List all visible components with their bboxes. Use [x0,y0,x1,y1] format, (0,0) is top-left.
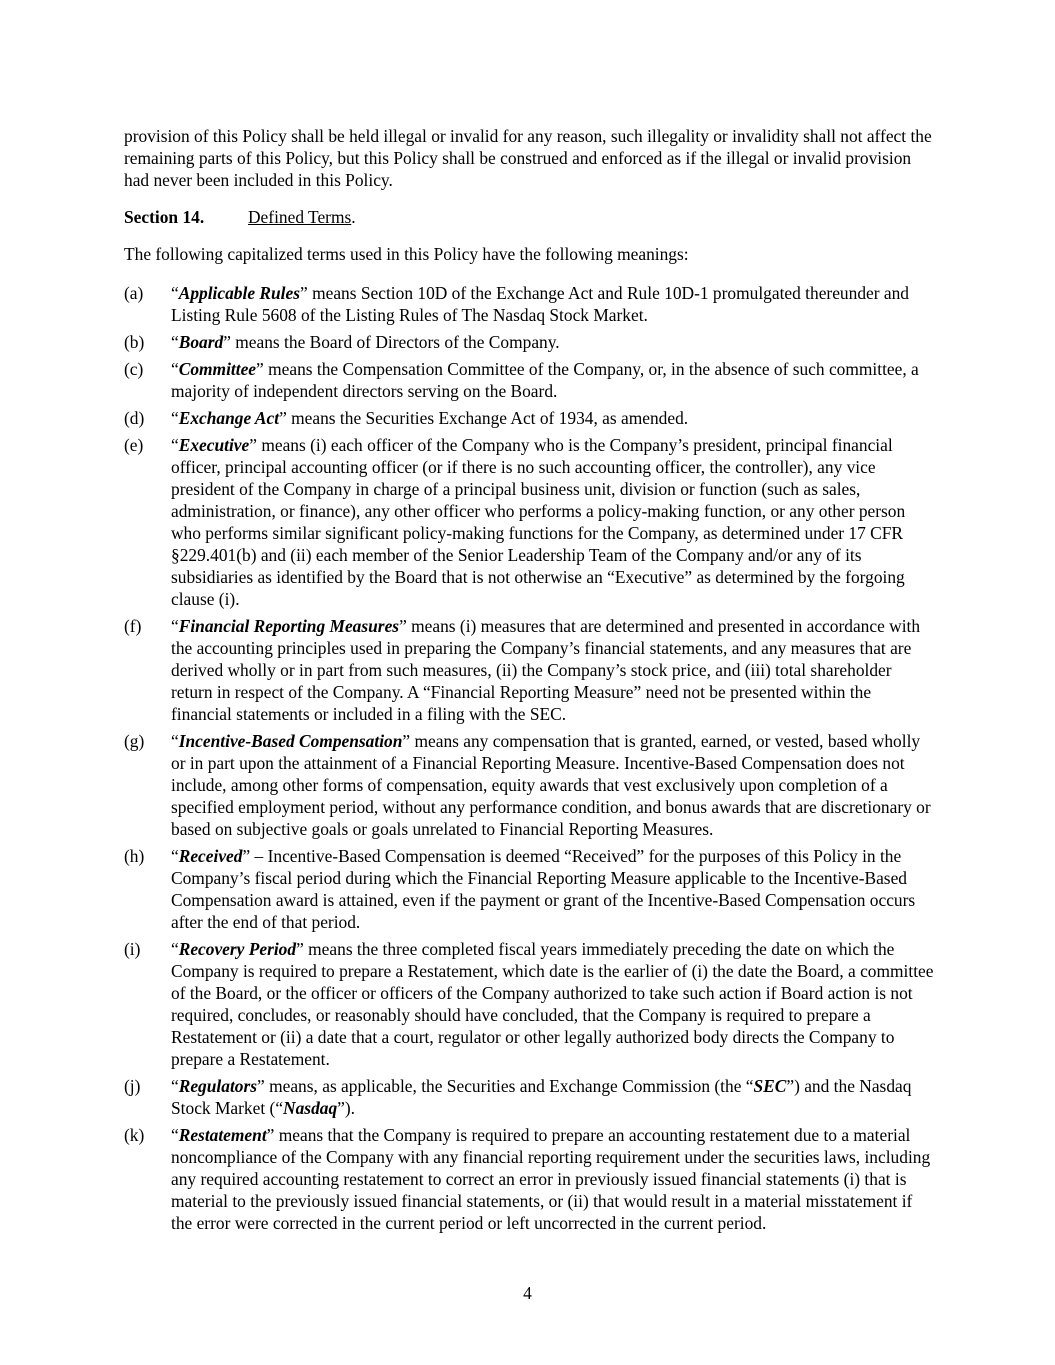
open-quote: “ [171,1076,179,1096]
definition-marker: (h) [124,846,145,866]
definition-text: means the Compensation Committee of the Company, or, in the absence of such committee, a majority of independent directors serving on the Board. [171,359,919,401]
close-quote: ” [296,939,304,959]
close-quote: ” [266,1125,275,1145]
defined-term: Restatement [178,1125,267,1145]
close-quote: ” [279,408,287,428]
definition-text: means (i) each officer of the Company who is the Company’s president, principal financial officer, principal accounting officer (or if there is no such accounting officer, the controller), any vice president of the Company in charge of a principal business unit, division or function (such as sales, administration, or finance), any other officer who performs a policy-making function, or any other person who performs similar significant policy-making functions for the Company, as determined under 17 CFR §229.401(b) and (ii) each member of the Senior Leadership Team of the Company and/or any of its subsidiaries as identified by the Board that is not otherwise an “Executive” as determined by the forgoing clause (i). [171,435,906,609]
defined-term: Executive [178,435,250,455]
open-quote: “ [171,332,179,352]
defined-term-sec: SEC [753,1076,787,1096]
section-heading [124,206,936,228]
open-quote: “ [171,939,179,959]
definition-text: means (i) measures that are determined and presented in accordance with the accounting principles used in preparing the Company’s financial statements, and any measures that are derived wholly or in part from such measures, (ii) the Company’s stock price, and (iii) total shareholder return in respect of the Company. A “Financial Reporting Measure” need not be presented within the financial statements or included in a filing with the SEC. [171,616,921,724]
defined-term: Received [178,846,243,866]
defined-term: Applicable Rules [178,283,300,303]
open-quote: “ [171,435,179,455]
close-quote: ” [249,435,257,455]
definition-marker: (i) [124,939,141,959]
section-title: Defined Terms [248,207,352,227]
definition-item-k [124,1124,936,1234]
definition-text: – Incentive-Based Compensation is deemed “Received” for the purposes of this Policy in the Company’s fiscal period during which the Financial Reporting Measure applicable to the Incentive-Based Compensation award is attained, even if the payment or grant of the Incentive-Based Compensation occurs after the end of that period. [171,846,916,932]
definition-text: means the three completed fiscal years immediately preceding the date on which the Company is required to prepare a Restatement, which date is the earlier of (i) the date the Board, a committee of the Board, or the officer or officers of the Company authorized to take such action if Board action is not required, concludes, or reasonably should have concluded, that the Company is required to prepare a Restatement or (ii) a date that a court, regulator or other legally authorized body directs the Company to prepare a Restatement. [171,939,934,1069]
definition-item-f [124,615,936,725]
definition-marker: (g) [124,731,145,751]
definition-item-a [124,282,936,326]
defined-term: Board [178,332,224,352]
definition-item-g [124,730,936,840]
close-quote: ” [256,359,264,379]
defined-term: Committee [178,359,257,379]
open-quote: “ [171,359,179,379]
close-quote: ” [402,731,411,751]
close-quote: ” [300,283,308,303]
definition-item-d [124,407,936,429]
open-quote: “ [171,408,179,428]
definition-text: means the Board of Directors of the Company. [230,332,560,352]
open-quote: “ [171,283,179,303]
definition-item-c [124,358,936,402]
intro-paragraph: The following capitalized terms used in this Policy have the following meanings: [124,244,689,264]
defined-term-nasdaq: Nasdaq [283,1098,338,1118]
definition-marker: (j) [124,1076,141,1096]
definition-text: means, as applicable, the Securities and Exchange Commission (the “ [264,1076,754,1096]
definition-text: means Section 10D of the Exchange Act and Rule 10D-1 promulgated thereunder and Listing Rule 5608 of the Listing Rules of The Nasdaq Stock Market. [171,283,909,325]
definition-text: means any compensation that is granted, earned, or vested, based wholly or in part upon the attainment of a Financial Reporting Measure. Incentive-Based Compensation does not include, among other forms of compensation, equity awards that vest exclusively upon completion of a specified employment period, without any performance condition, and bonus awards that are discretionary or based on subjective goals or goals unrelated to Financial Reporting Measures. [171,731,931,839]
open-quote: “ [171,846,179,866]
defined-term: Incentive-Based Compensation [178,731,403,751]
definition-marker: (f) [124,616,142,636]
definition-item-b [124,331,936,353]
defined-term: Financial Reporting Measures [178,616,400,636]
definition-text-end: ”). [337,1098,356,1118]
definition-marker: (a) [124,283,144,303]
definition-item-j [124,1075,936,1119]
close-quote: ” [257,1076,265,1096]
defined-term: Recovery Period [178,939,297,959]
definition-marker: (b) [124,332,145,352]
definition-marker: (e) [124,435,144,455]
definition-item-h [124,845,936,933]
definition-text: means the Securities Exchange Act of 1934, as amended. [286,408,689,428]
definition-marker: (d) [124,408,145,428]
open-quote: “ [171,731,179,751]
page-number: 4 [523,1283,532,1303]
open-quote: “ [171,1125,179,1145]
continuation-paragraph: provision of this Policy shall be held illegal or invalid for any reason, such illegality or invalidity shall not affect the remaining parts of this Policy, but this Policy shall be construed and enforced as if the illegal or invalid provision had never been included in this Policy. [124,126,932,190]
close-quote: ” [399,616,407,636]
close-quote: ” [242,846,251,866]
section-number: Section 14. [124,207,205,227]
defined-term: Regulators [178,1076,258,1096]
definition-marker: (k) [124,1125,145,1145]
definition-text-continued: ”) and the Nasdaq Stock Market (“ [171,1076,912,1118]
open-quote: “ [171,616,179,636]
definition-item-e [124,434,936,610]
definitions-list [124,282,936,1239]
definition-marker: (c) [124,359,144,379]
section-title-suffix: . [351,207,356,227]
defined-term: Exchange Act [178,408,280,428]
definition-text: means that the Company is required to prepare an accounting restatement due to a material noncompliance of the Company with any financial reporting requirement under the securities laws, including any required accounting restatement to correct an error in previously issued financial statements (i) that is material to the previously issued financial statements, or (ii) that would result in a material misstatement if the error were corrected in the current period or left uncorrected in the current period. [171,1125,931,1233]
close-quote: ” [223,332,231,352]
definition-item-i [124,938,936,1070]
